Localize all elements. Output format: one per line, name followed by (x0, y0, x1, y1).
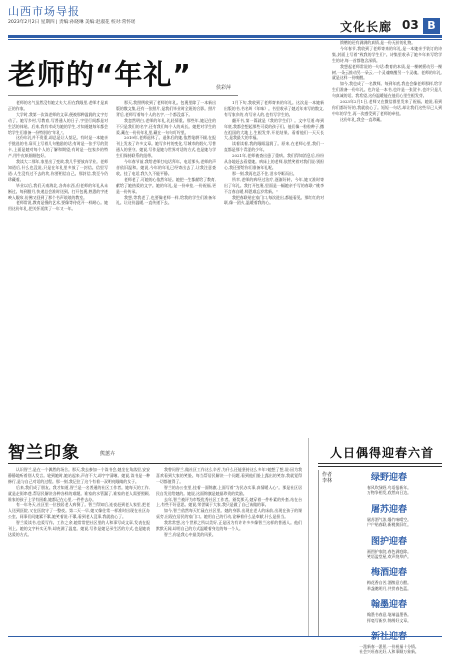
poem-item (334, 629, 444, 655)
paragraph: 大学时,我第一次读老师的文章,便被那种温润的文字打动了。她写乡村,写教育,写普通人的日子,字里行间都是对生活的体贴。后来,我有幸成为她的学生,才知道她每年都会给学生们准备一份特别的“年礼”。 (8, 111, 108, 135)
page-number: 03 (402, 18, 419, 32)
poem-item (334, 597, 444, 623)
paragraph: 读着读着,我的眼眶湿润了。原来,在老师心里,我们一直都是那个青涩的少年。 (224, 141, 324, 153)
poem-line: 挥毫写新岁,锦绣好文章。 (366, 617, 412, 623)
poems-rule (318, 463, 442, 464)
page-letter-badge: B (423, 18, 440, 34)
paragraph: 这份年礼并不贵重,却总是让人惦记。有时是一本她亲手挑选的书,扉页上写着几句勉励的话;有时是一张手写的贺卡,上面是她对每个人的了解和期望;有时是一包家乡的特产,用牛皮纸细细包好。 (8, 135, 108, 159)
poem-title: 屠苏迎春 (370, 504, 407, 515)
paragraph: 如今,智兰依然每天忙碌在社区里。她的身影,出现在老人的床前,出现在孩子的课桌旁,出现在居民的家门口。她用自己的行动,诠释着什么是奉献,什么是担当。 (156, 508, 302, 520)
header-rule (8, 35, 442, 38)
newspaper-name: 山西市场导报 (8, 5, 80, 18)
paragraph: 认识智兰,是在一个偶然的场合。那天,我去参加一个读书会,她坐在角落里,安安静静地听着别人发言。轮到她时,她站起来,声音不大,却字字清晰。她说,读书是一种修行,是与自己对话的过程。那一刻,我记住了这个有着一双明亮眼睛的女子。 (8, 467, 150, 484)
paragraph: 我读大二那年,家里出了变故,我几乎要放弃学业。老师知道后,什么也没说,只是在年礼里多放了一封信。信里写道:人生没有过不去的坎,你要相信自己。那封信,我至今仍珍藏着。 (8, 159, 108, 182)
paragraph: 毕业以后,我们天南海北,各奔东西,但老师的年礼从未断过。每到腊月,快递总会准时送到。打开包裹,熟悉的字迹映入眼帘,仿佛又回到了那个书声琅琅的教室。 (8, 182, 108, 200)
paragraph: 如今,我也成了一名教师。每到年底,我也会像老师那样,给学生们准备一份年礼。也许是一本书,也许是一张贺卡,也许只是几句真诚的话。我希望,这份温暖能在他们心里生根发芽。 (332, 81, 442, 99)
article1-column-2 (116, 100, 216, 432)
poem-line: 社会兴旺春光好,人和事顺万象新。 (359, 649, 419, 655)
issue-info: 2023年2月2日 星期四 | 责编:孙晓琳 美编:赵淑花 校对:常怀瑶 (8, 20, 136, 25)
paragraph: 今年春节前,我给老师打电话拜年。电话那头,老师的声音依旧温和。她说,今年的年礼已经寄出去了,让我注意查收。挂了电话,我久久不能平静。 (116, 159, 216, 176)
poem-line: 春风吹绿野,鸟语报新年。 (366, 485, 412, 490)
paragraph: 2021年,老师被查出患了重病。我们得知消息后,纷纷从各地赶去看望她。病床上的老师,依然笑着对我们说:别担心,我还要给你们准备年礼呢。 (224, 153, 324, 170)
paragraph: 老师常说,教育是慢的艺术,要像等待花开一样耐心。她用这份年礼,把关怀延续了一年又一年。 (8, 200, 108, 212)
paragraph: 我常常想,这个世界之所以美好,正是因为有许许多多像智兰这样的普通人。他们默默无闻,却用自己的方式温暖着身边的每一个人。 (156, 520, 302, 532)
paragraph: 所幸,老师的病经过治疗,逐渐好转。今年,她又准时寄出了年礼。我打开包裹,里面是一幅她亲手写的春联:“桃李不言春自暖,师恩难忘岁常新。” (224, 176, 324, 194)
paragraph: 智兰爱读书,也爱写作。工作之余,她常常把社区里的人和事写成文章,发表在报刊上。她的文字朴实无华,却充满了温度。她说,写作是她记录生活的方式,也是她表达爱的方式。 (8, 520, 150, 537)
poem-title: 新社迎春 (370, 632, 407, 643)
column-separator (308, 438, 309, 636)
poem-title: 梅酒迎春 (370, 568, 407, 579)
paragraph: 我把春联贴在家门口,每次进出,都能看见。那红红的对联,像一团火,温暖着我的心。 (224, 194, 324, 206)
article1-column-4 (332, 40, 442, 432)
poem-line: 屠苏酒气浓,爆竹响晴空。 (366, 516, 412, 522)
paragraph: 2019年,老师退休了。退休后的她,依然笔耕不辍,在报刊上发表了许多文章。她写乡村的变化,写城市的烟火,写普通人的坚守。她说,写作是她与世界对话的方式,也是她与学生们保持联系的纽带。 (116, 135, 216, 159)
paragraph: 2023年2月1日,老师又在微信群里发来了祝福。她说,看到你们都好好的,我就放心了。短短一句话,却让我们这些早已人到中年的学生,再一次感受到了老师的牵挂。 (332, 99, 442, 116)
poem-item (334, 470, 444, 496)
poem-item (334, 534, 444, 560)
paragraph: 翻开书,第一篇就是《我的学生们》。文中写道:每到年底,我都会想起那些可爱的孩子们。他们像一粒粒种子,撒在祖国的大地上,生根发芽,开花结果。看着他们一天天长大,是我最大的幸福。 (224, 117, 324, 141)
poem-line: 户户贴春联,新桃换旧红。 (366, 522, 412, 528)
poems-title: 人日偶得迎春六首 (330, 446, 435, 460)
poem-title: 图护迎春 (370, 536, 407, 547)
section-name: 文化长廊 (340, 20, 393, 34)
paragraph: 后来,我们成了朋友。我才知道,智兰是一名普通的社区工作者。她每天的工作,就是走街串巷,帮居民解决各种各样的难题。谁家的水管漏了,谁家的老人需要照顾,谁家的孩子上学有困难,她都记在心里,一件件去办。 (8, 484, 150, 502)
article2-column-2 (156, 467, 302, 635)
paragraph: 那天,我照例收到了老师的年礼。包裹里除了一本新出版的散文集,还有一张照片,是我们毕业时全班的合影。照片背后,老师写着每个人的名字,一个都没落下。 (116, 100, 216, 117)
poems-divider (318, 470, 319, 636)
poems-list (334, 470, 444, 655)
article-title-teacher-gift: 老师的“年礼” (8, 58, 192, 91)
article-title-zhilan: 智兰印象 (8, 443, 80, 463)
article2-rule (8, 463, 300, 464)
article2-column-1 (8, 467, 150, 635)
poem-line: 画图护家院,春色满庭除。 (366, 548, 412, 554)
paragraph: 这份年礼,我会一直珍藏。 (340, 116, 385, 122)
article1-column-1 (8, 100, 108, 432)
poem-line: 一派新春一派景,一份祝福十分情。 (359, 644, 419, 650)
poem-item (334, 502, 444, 528)
poem-line: 梅花香自苦,酒醉意方酣。 (366, 580, 412, 586)
paragraph: 我想起老师常说的一句话:教育的本质,是一棵树摇动另一棵树,一朵云推动另一朵云,一个灵魂唤醒另一个灵魂。老师的年礼,就是这样一份唤醒。 (332, 63, 442, 81)
poems-rule-thin (318, 466, 442, 467)
paragraph: 我忽然明白,老师的年礼,礼轻情重。那些年,她记住的不只是我们的名字,还有我们每个人的成长。她把对学生的爱,藏在一份份年礼里,藏在一句句叮咛里。 (116, 117, 216, 135)
poem-line: 万物争相发,欣然向日边。 (366, 490, 412, 496)
paragraph: 去年,智兰被评为市级优秀社区工作者。颁奖那天,她穿着一件朴素的外套,站在台上,有些不好意思。她说,荣誉属于大家,我只是做了自己该做的事。 (156, 496, 302, 508)
poem-line: 举盏邀明月,共赏春色蓝。 (366, 585, 412, 591)
poem-line: 笑语盈堂屋,欢声绕草庐。 (366, 554, 412, 560)
poem-line: 翰墨书春意,笔端溢墨香。 (366, 612, 412, 618)
paragraph: 有一年冬天,社区里一位独居老人病倒了。智兰得知后,连夜赶到老人家里,把老人送到医院,又在医院守了一整夜。第二天一早,她又像往常一样准时出现在社区办公室。同事们问她累不累,她笑着说:不累,看到老人没事,我就放心了。 (8, 502, 150, 520)
paragraph: 智兰的办公室里,挂着一面锦旗,上面写着“为民办实事,真情暖人心”。那是社区居民自发送给她的。她说,这面锦旗是她最珍贵的奖励。 (156, 484, 302, 496)
paragraph: 那一刻,我再也忍不住,泪水夺眶而出。 (232, 170, 297, 176)
article-byline: 侯彩萍 (216, 85, 232, 91)
article2-byline: 熊蕙卉 (100, 451, 116, 457)
paragraph: 老师老了,可她的心依然年轻。她把一生都献给了教育,献给了她热爱的文字。她的年礼,是一份牵挂,一份祝福,更是一份传承。 (116, 176, 216, 194)
poem-title: 绿野迎春 (370, 473, 407, 483)
poems-author: 作者 李林 (322, 472, 333, 484)
poem-title: 翰墨迎春 (370, 600, 407, 611)
paragraph: 智兰,你是我心中最美的风景。 (164, 531, 216, 537)
paragraph: 我曾问智兰,做社区工作这么辛苦,为什么还能坚持这么多年?她想了想,说:因为我喜欢看到大家的笑脸。每当帮居民解决一个问题,看到他们脸上露出的笑容,我就觉得一切都值得了。 (156, 467, 302, 484)
poem-item (334, 565, 444, 591)
paragraph: 我想,等我老了,也要像老师一样,给我的学生们准备年礼。让这份温暖,一直传递下去。 (116, 194, 216, 206)
paragraph: 1月下旬,我收到了老师寄来的年礼。这次是一本她新出版的书,书名叫《年味》。书里收录了她近年来写的散文,有写家乡的,有写亲人的,也有写学生的。 (224, 100, 324, 117)
article1-column-3 (224, 100, 324, 432)
paragraph: 馈赠的还有满满的真情,是一份无价的礼物。 (340, 40, 416, 45)
paragraph: 老师的名气虽然没有她丈夫大,但在我眼里,老师才是真正的作家。 (8, 100, 108, 111)
footer-rule (8, 636, 442, 637)
paragraph: 今年春节,我收到了老师寄来的年礼,是一本她亲手装订的诗集,封面上写着“致我的学生们”。诗集里收录了她多年来写给学生的诗,每一首都饱含深情。 (332, 45, 442, 63)
title-rule (8, 95, 238, 96)
